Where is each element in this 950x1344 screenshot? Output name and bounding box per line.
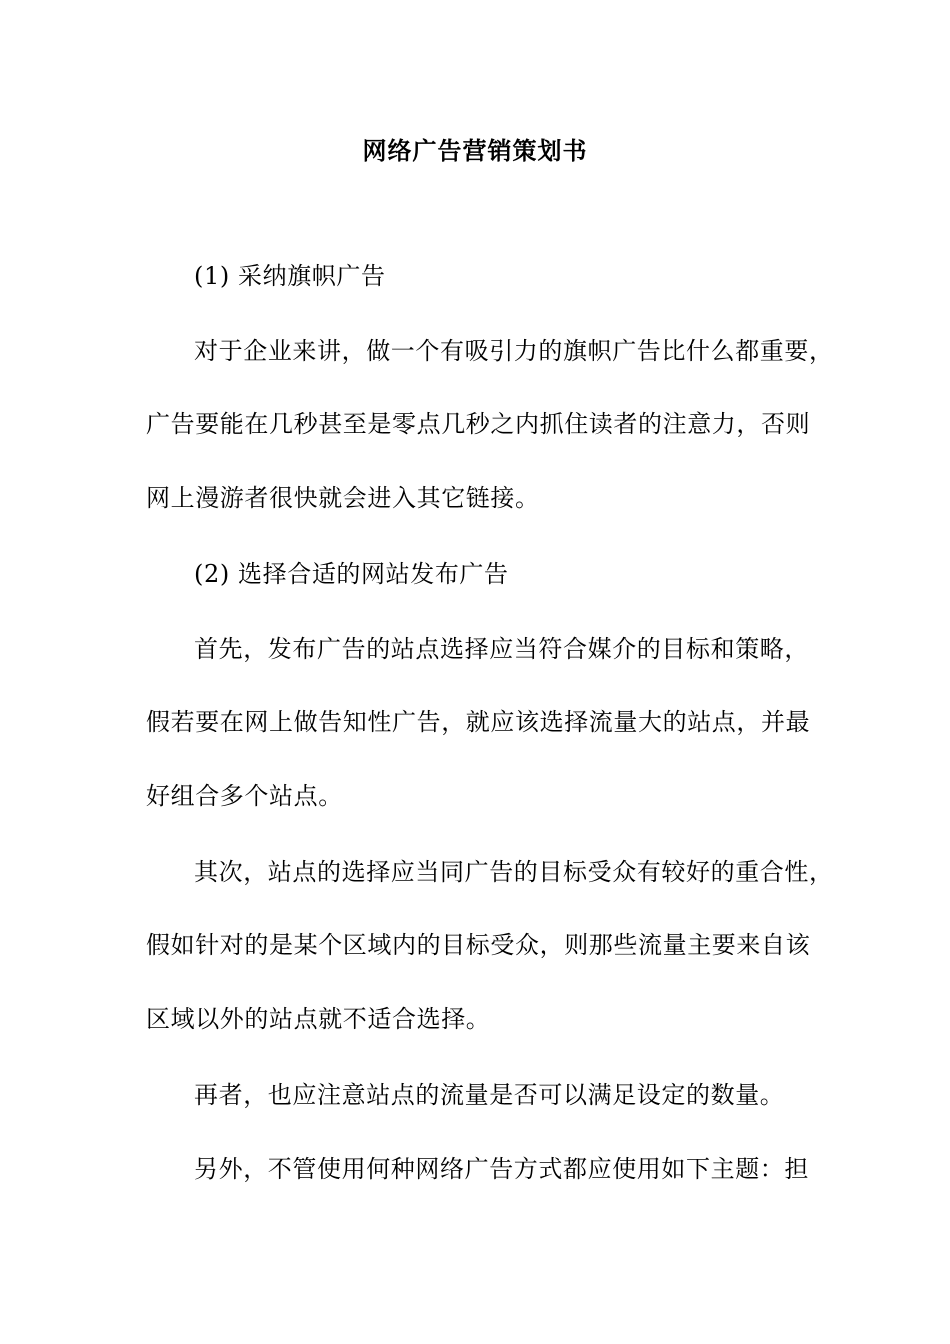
paragraph-line: 对于企业来讲，做一个有吸引力的旗帜广告比什么都重要， <box>194 337 834 365</box>
section-heading-2: (2) 选择合适的网站发布广告 <box>194 560 509 588</box>
paragraph-line: 再者，也应注意站点的流量是否可以满足设定的数量。 <box>194 1081 785 1109</box>
paragraph-line: 广告要能在几秒甚至是零点几秒之内抓住读者的注意力，否则 <box>146 410 811 438</box>
paragraph-line: 另外，不管使用何种网络广告方式都应使用如下主题：担 <box>194 1155 809 1183</box>
document-title: 网络广告营销策划书 <box>362 136 588 165</box>
paragraph-line: 网上漫游者很快就会进入其它链接。 <box>146 484 540 512</box>
paragraph-line: 首先，发布广告的站点选择应当符合媒介的目标和策略， <box>194 635 809 663</box>
paragraph-line: 区域以外的站点就不适合选择。 <box>146 1005 491 1033</box>
paragraph-line: 假若要在网上做告知性广告，就应该选择流量大的站点，并最 <box>146 708 811 736</box>
paragraph-line: 其次，站点的选择应当同广告的目标受众有较好的重合性， <box>194 858 834 886</box>
section-heading-1: (1) 采纳旗帜广告 <box>194 262 386 290</box>
paragraph-line: 好组合多个站点。 <box>146 782 343 810</box>
paragraph-line: 假如针对的是某个区域内的目标受众，则那些流量主要来自该 <box>146 931 811 959</box>
